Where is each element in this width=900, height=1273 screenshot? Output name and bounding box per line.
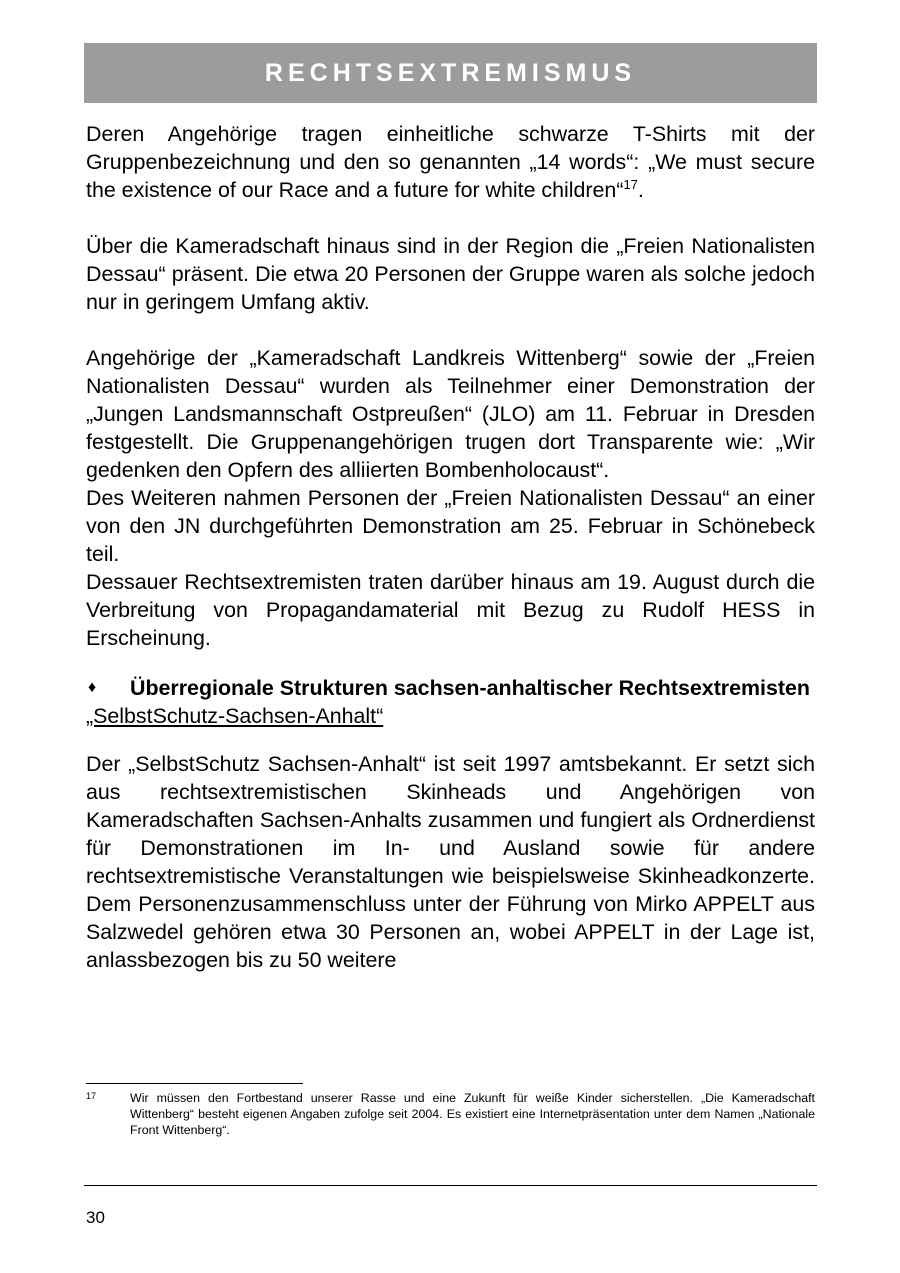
section-heading [86,674,815,702]
paragraph: Über die Kameradschaft hinaus sind in der Region die „Freien Nationalisten Dessau“ präsent. Die etwa 20 Personen der Gruppe waren als solche jedoch nur in geringem Umfang aktiv. [86,234,815,314]
paragraph: Der „SelbstSchutz Sachsen-Anhalt“ ist seit 1997 amtsbekannt. Er setzt sich aus rechtsextremistischen Skinheads und Angehörigen von Kameradschaften Sachsen-Anhalts zusammen und fungiert als Ordnerdienst für Demonstrationen im In- und Ausland sowie für andere rechtsextremistische Veranstaltungen wie beispielsweise Skinheadkonzerte. Dem Personenzusammenschluss unter der Führung von Mirko APPELT aus Salzwedel gehören etwa 30 Personen an, wobei APPELT in der Lage ist, anlassbezogen bis zu 50 weitere [86,752,815,972]
footnote-number: 17 [86,1091,97,1101]
paragraph-text-end: . [637,178,644,202]
main-content [86,120,815,974]
paragraph [86,120,815,204]
footnote-divider [86,1083,303,1084]
footnote-text: Wir müssen den Fortbestand unserer Rasse und eine Zukunft für weiße Kinder sicherstellen. „Die Kameradschaft Wittenberg“ besteht eigenen Angaben zufolge seit 2004. Es existiert eine Internetpräsentation unter dem Namen „Nationale Front Wittenberg“. [130,1091,815,1137]
chapter-title: RECHTSEXTREMISMUS [264,59,637,87]
page-footer-divider [84,1185,817,1186]
section-heading-text: Überregionale Strukturen sachsen-anhaltischer Rechtsextremisten [130,676,810,700]
chapter-header [84,43,817,103]
diamond-bullet-icon: ♦ [88,679,97,696]
paragraph-text: Deren Angehörige tragen einheitliche schwarze T-Shirts mit der Gruppenbezeichnung und den so genannten „14 words“: „We must secure the existence of our Race and a future for white children“ [86,122,815,202]
page-number: 30 [86,1208,105,1227]
paragraph: Des Weiteren nahmen Personen der „Freien Nationalisten Dessau“ an einer von den JN durchgeführten Demonstration am 25. Februar in Schönebeck teil. [86,486,815,566]
paragraph: Angehörige der „Kameradschaft Landkreis Wittenberg“ sowie der „Freien Nationalisten Dessau“ wurden als Teilnehmer einer Demonstration der „Jungen Landsmannschaft Ostpreußen“ (JLO) am 11. Februar in Dresden festgestellt. Die Gruppenangehörigen trugen dort Transparente wie: „Wir gedenken den Opfern des alliierten Bombenholocaust“. [86,346,815,482]
footnote [86,1090,815,1138]
footnote-reference[interactable]: 17 [623,176,638,192]
subheading: „SelbstSchutz-Sachsen-Anhalt“ [86,704,384,728]
paragraph: Dessauer Rechtsextremisten traten darüber hinaus am 19. August durch die Verbreitung von Propagandamaterial mit Bezug zu Rudolf HESS in Erscheinung. [86,570,815,650]
